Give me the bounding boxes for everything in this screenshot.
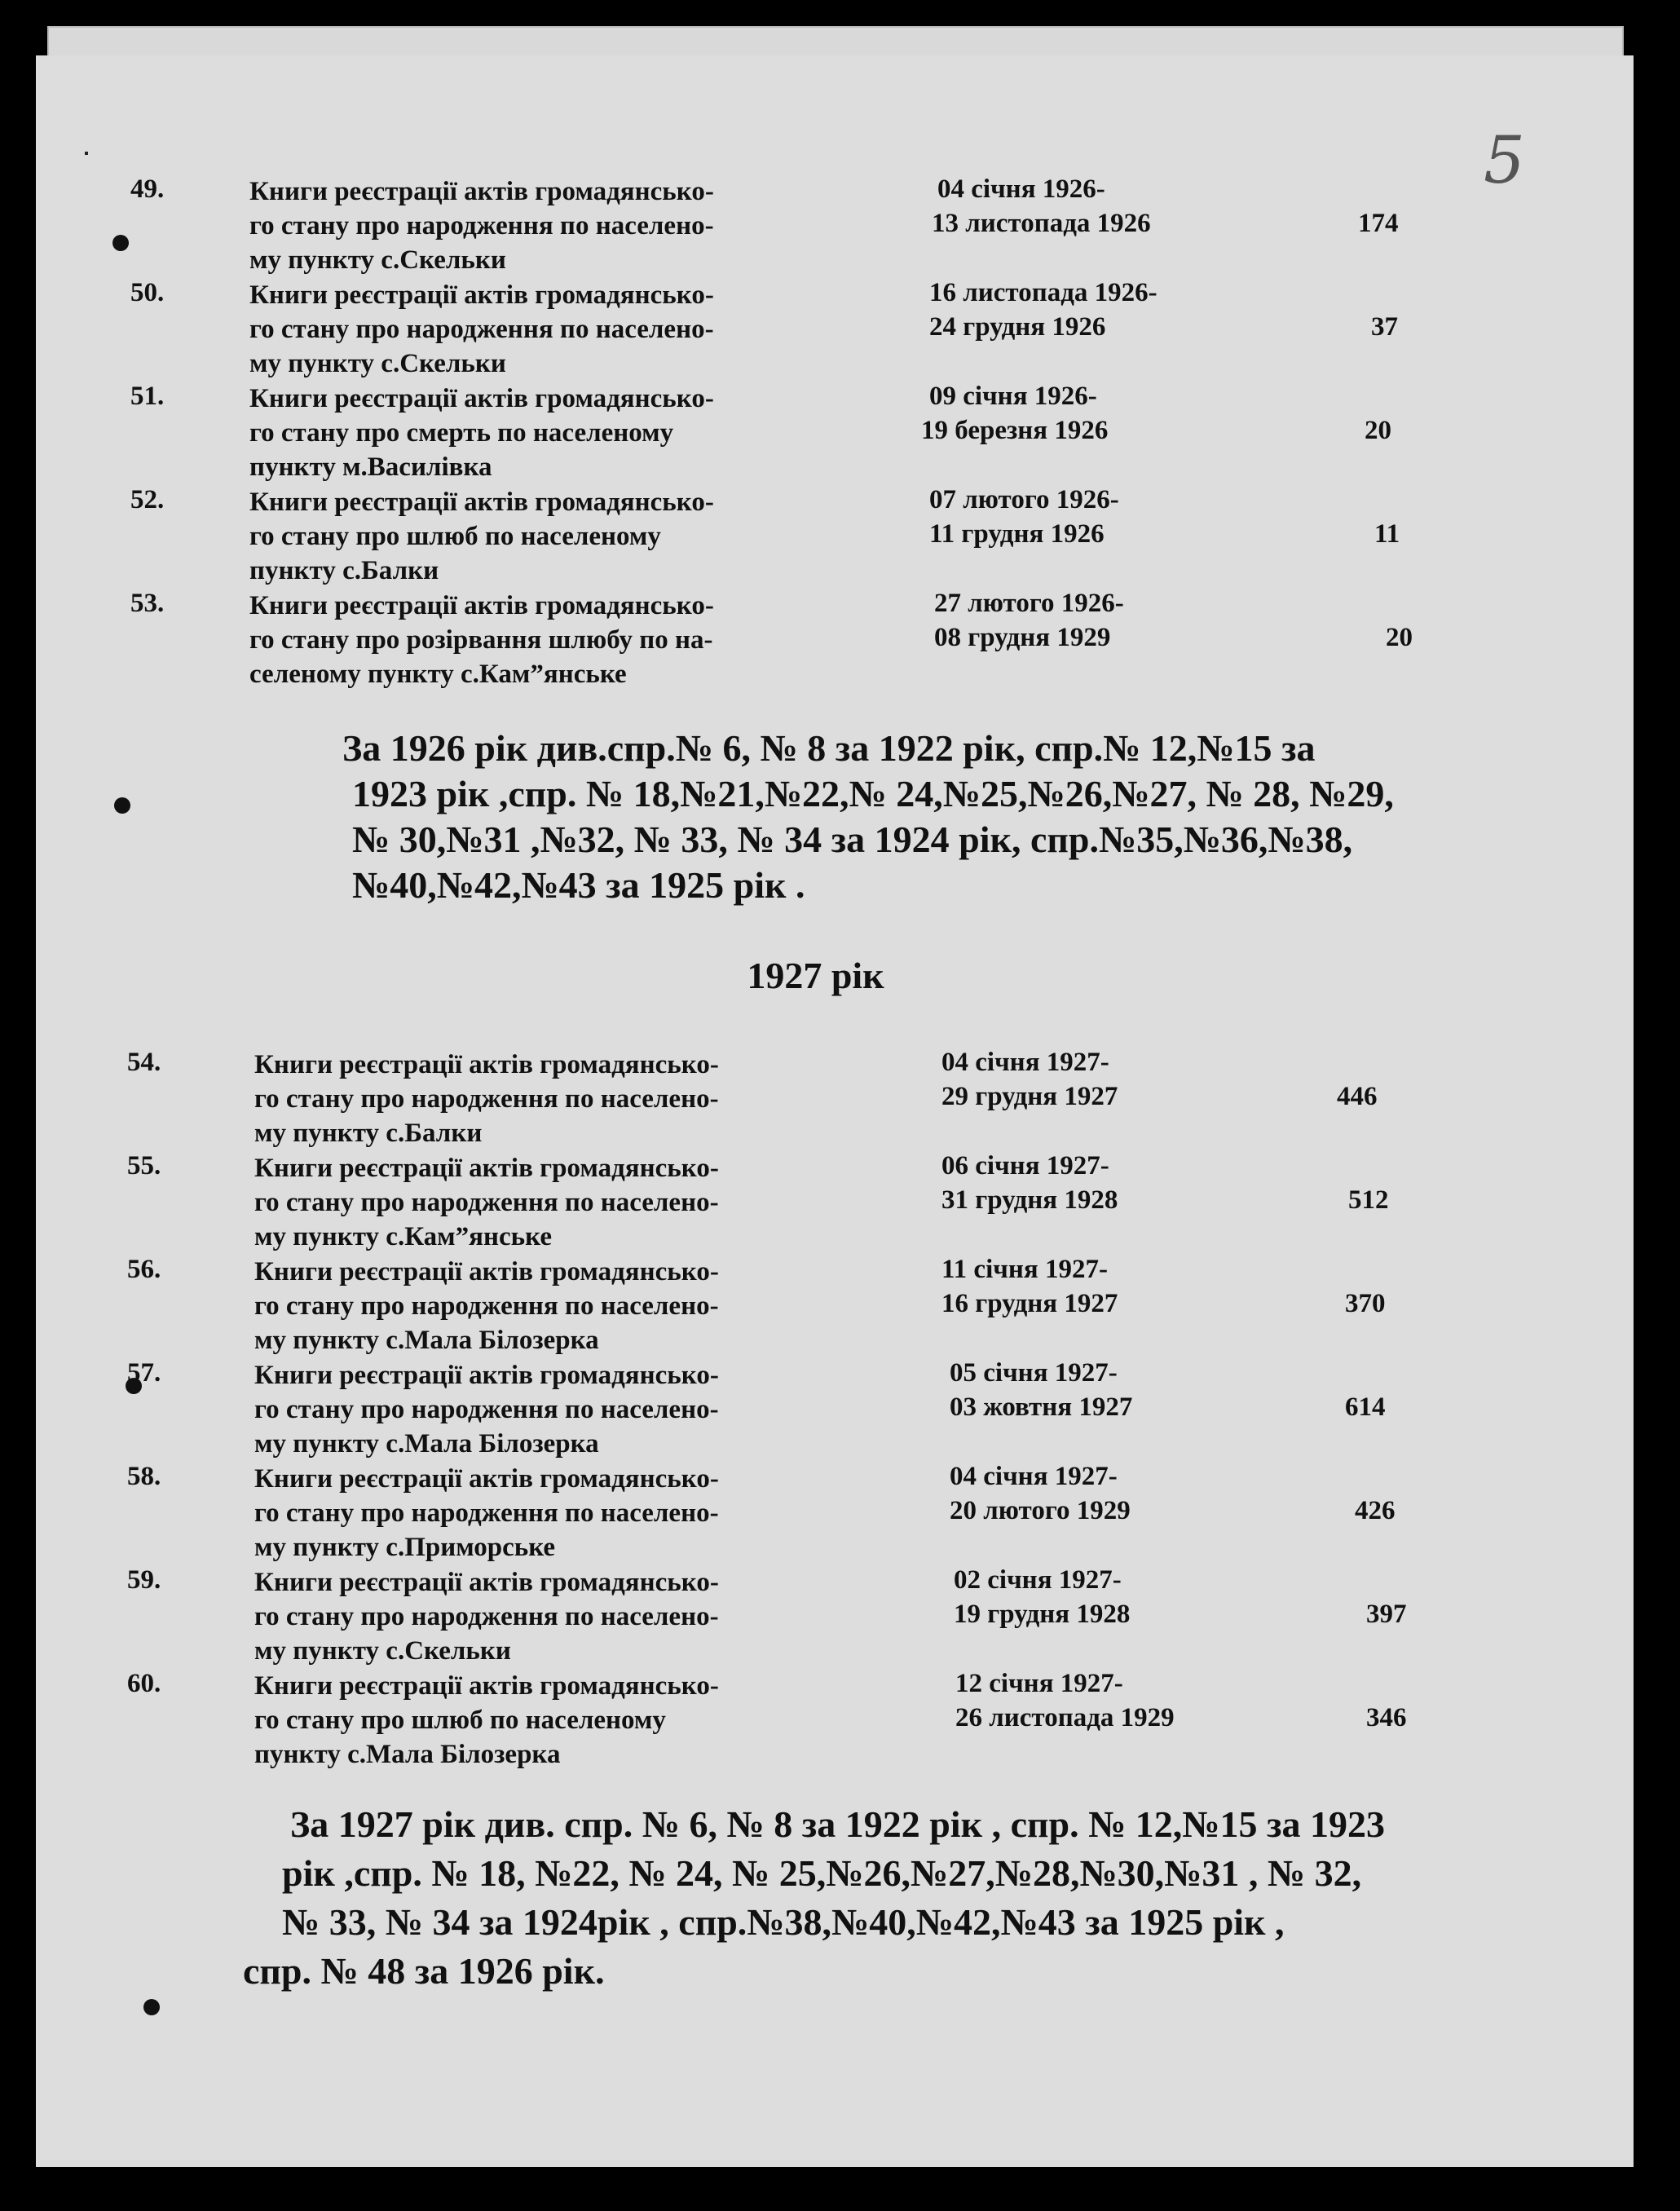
description-line: Книги реєстрації актів громадянсько-: [254, 1671, 719, 1701]
date-from: 06 січня 1927-: [941, 1151, 1109, 1181]
year-heading: [0, 954, 1680, 997]
file-count: 37: [1371, 312, 1398, 342]
page-number: 5: [1484, 122, 1525, 198]
date-to: 24 грудня 1926: [929, 312, 1106, 342]
entry-description: [249, 485, 836, 588]
description-line: Книги реєстрації актів громадянсько-: [249, 177, 714, 206]
entry-description: [254, 1669, 841, 1772]
file-count: 346: [1366, 1703, 1407, 1732]
entry-number: 51.: [130, 382, 165, 411]
date-to: 31 грудня 1928: [941, 1185, 1118, 1215]
entry-number: 54.: [127, 1048, 161, 1077]
register-entry: [0, 485, 1680, 588]
register-entry: [0, 382, 1680, 484]
description-line: му пункту с.Мала Білозерка: [254, 1326, 599, 1355]
description-line: го стану про народження по населено-: [254, 1188, 719, 1217]
date-from: 07 лютого 1926-: [929, 485, 1119, 514]
description-line: му пункту с.Мала Білозерка: [254, 1429, 599, 1459]
note-line: За 1927 рік див. спр. № 6, № 8 за 1922 рік , спр. № 12,№15 за 1923: [290, 1803, 1386, 1845]
date-to: 08 грудня 1929: [934, 623, 1111, 652]
entry-description: [254, 1462, 841, 1564]
description-line: го стану про народження по населено-: [254, 1084, 719, 1114]
description-line: му пункту с.Скельки: [249, 245, 506, 275]
note-line: 1923 рік ,спр. № 18,№21,№22,№ 24,№25,№26,№27, № 28, №29,: [352, 773, 1394, 814]
register-entry: [0, 1669, 1680, 1772]
date-from: 12 січня 1927-: [955, 1669, 1123, 1698]
register-entry: [0, 1048, 1680, 1150]
date-from: 04 січня 1927-: [941, 1048, 1109, 1077]
description-line: го стану про розірвання шлюбу по на-: [249, 625, 713, 655]
date-to: 29 грудня 1927: [941, 1082, 1118, 1111]
file-count: 370: [1345, 1289, 1386, 1318]
date-from: 02 січня 1927-: [954, 1565, 1122, 1595]
note-line: рік ,спр. № 18, №22, № 24, № 25,№26,№27,№28,№30,№31 , № 32,: [282, 1852, 1362, 1894]
date-from: 16 листопада 1926-: [929, 278, 1157, 307]
description-line: го стану про шлюб по населеному: [254, 1706, 666, 1735]
note-line: № 30,№31 ,№32, № 33, № 34 за 1924 рік, спр.№35,№36,№38,: [352, 819, 1353, 860]
speck-mark: [85, 152, 88, 155]
description-line: Книги реєстрації актів громадянсько-: [254, 1464, 719, 1494]
register-entry: [0, 174, 1680, 277]
description-line: Книги реєстрації актів громадянсько-: [249, 488, 714, 517]
description-line: Книги реєстрації актів громадянсько-: [254, 1361, 719, 1390]
file-count: 512: [1348, 1185, 1389, 1215]
entry-description: [249, 278, 836, 381]
file-count: 426: [1355, 1496, 1396, 1525]
entry-number: 52.: [130, 485, 165, 514]
register-entry: [0, 589, 1680, 691]
file-count: 11: [1374, 519, 1400, 549]
date-to: 26 листопада 1929: [955, 1703, 1175, 1732]
file-count: 174: [1358, 209, 1399, 238]
punch-hole: [114, 797, 130, 814]
description-line: го стану про народження по населено-: [254, 1498, 719, 1528]
entry-description: [254, 1151, 841, 1254]
description-line: пункту с.Балки: [249, 556, 439, 585]
note-line: спр. № 48 за 1926 рік.: [243, 1950, 605, 1992]
description-line: му пункту с.Скельки: [254, 1636, 511, 1666]
file-count: 446: [1337, 1082, 1378, 1111]
register-entry: [0, 1151, 1680, 1254]
description-line: Книги реєстрації актів громадянсько-: [254, 1257, 719, 1286]
note-line: № 33, № 34 за 1924рік , спр.№38,№40,№42,№43 за 1925 рік ,: [282, 1901, 1285, 1943]
date-from: 27 лютого 1926-: [934, 589, 1124, 618]
entry-number: 60.: [127, 1669, 161, 1698]
entry-number: 50.: [130, 278, 165, 307]
entry-description: [254, 1358, 841, 1461]
description-line: му пункту с.Кам”янське: [254, 1222, 552, 1251]
punch-hole: [143, 1999, 160, 2015]
entry-number: 55.: [127, 1151, 161, 1181]
entry-description: [249, 589, 836, 691]
description-line: му пункту с.Балки: [254, 1119, 483, 1148]
date-from: 04 січня 1926-: [937, 174, 1105, 204]
note-line: За 1926 рік див.спр.№ 6, № 8 за 1922 рік, спр.№ 12,№15 за: [342, 727, 1316, 769]
description-line: го стану про народження по населено-: [249, 211, 714, 241]
date-to: 13 листопада 1926: [932, 209, 1151, 238]
file-count: 20: [1386, 623, 1413, 652]
entry-number: 57.: [127, 1358, 161, 1388]
description-line: го стану про народження по населено-: [254, 1602, 719, 1631]
register-entry: [0, 1358, 1680, 1461]
description-line: Книги реєстрації актів громадянсько-: [249, 280, 714, 310]
description-line: Книги реєстрації актів громадянсько-: [254, 1568, 719, 1597]
description-line: Книги реєстрації актів громадянсько-: [254, 1050, 719, 1079]
date-to: 03 жовтня 1927: [950, 1392, 1133, 1422]
description-line: пункту с.Мала Білозерка: [254, 1740, 561, 1769]
date-from: 05 січня 1927-: [950, 1358, 1118, 1388]
description-line: Книги реєстрації актів громадянсько-: [254, 1154, 719, 1183]
register-entry: [0, 1462, 1680, 1564]
description-line: пункту м.Василівка: [249, 452, 492, 482]
file-count: 397: [1366, 1600, 1407, 1629]
date-to: 20 лютого 1929: [950, 1496, 1131, 1525]
description-line: Книги реєстрації актів громадянсько-: [249, 384, 714, 413]
description-line: му пункту с.Приморське: [254, 1533, 556, 1562]
description-line: Книги реєстрації актів громадянсько-: [249, 591, 714, 620]
entry-description: [254, 1048, 841, 1150]
entry-description: [249, 382, 836, 484]
date-to: 19 грудня 1928: [954, 1600, 1131, 1629]
description-line: го стану про народження по населено-: [249, 315, 714, 344]
description-line: му пункту с.Скельки: [249, 349, 506, 378]
date-to: 16 грудня 1927: [941, 1289, 1118, 1318]
entry-description: [254, 1255, 841, 1357]
date-from: 11 січня 1927-: [941, 1255, 1108, 1284]
date-to: 19 березня 1926: [921, 416, 1109, 445]
entry-number: 59.: [127, 1565, 161, 1595]
note-line: №40,№42,№43 за 1925 рік .: [352, 864, 805, 906]
register-entry: [0, 1255, 1680, 1357]
description-line: го стану про смерть по населеному: [249, 418, 674, 448]
date-from: 09 січня 1926-: [929, 382, 1097, 411]
description-line: го стану про народження по населено-: [254, 1291, 719, 1321]
file-count: 20: [1365, 416, 1391, 445]
entry-description: [249, 174, 836, 277]
register-entry: [0, 278, 1680, 381]
date-from: 04 січня 1927-: [950, 1462, 1118, 1491]
date-to: 11 грудня 1926: [929, 519, 1105, 549]
entry-number: 49.: [130, 174, 165, 204]
description-line: го стану про народження по населено-: [254, 1395, 719, 1424]
entry-number: 58.: [127, 1462, 161, 1491]
register-entry: [0, 1565, 1680, 1668]
description-line: го стану про шлюб по населеному: [249, 522, 661, 551]
entry-number: 56.: [127, 1255, 161, 1284]
entry-description: [254, 1565, 841, 1668]
entry-number: 53.: [130, 589, 165, 618]
description-line: селеному пункту с.Кам”янське: [249, 660, 627, 689]
year-heading-text: 1927 рік: [747, 955, 884, 996]
file-count: 614: [1345, 1392, 1386, 1422]
